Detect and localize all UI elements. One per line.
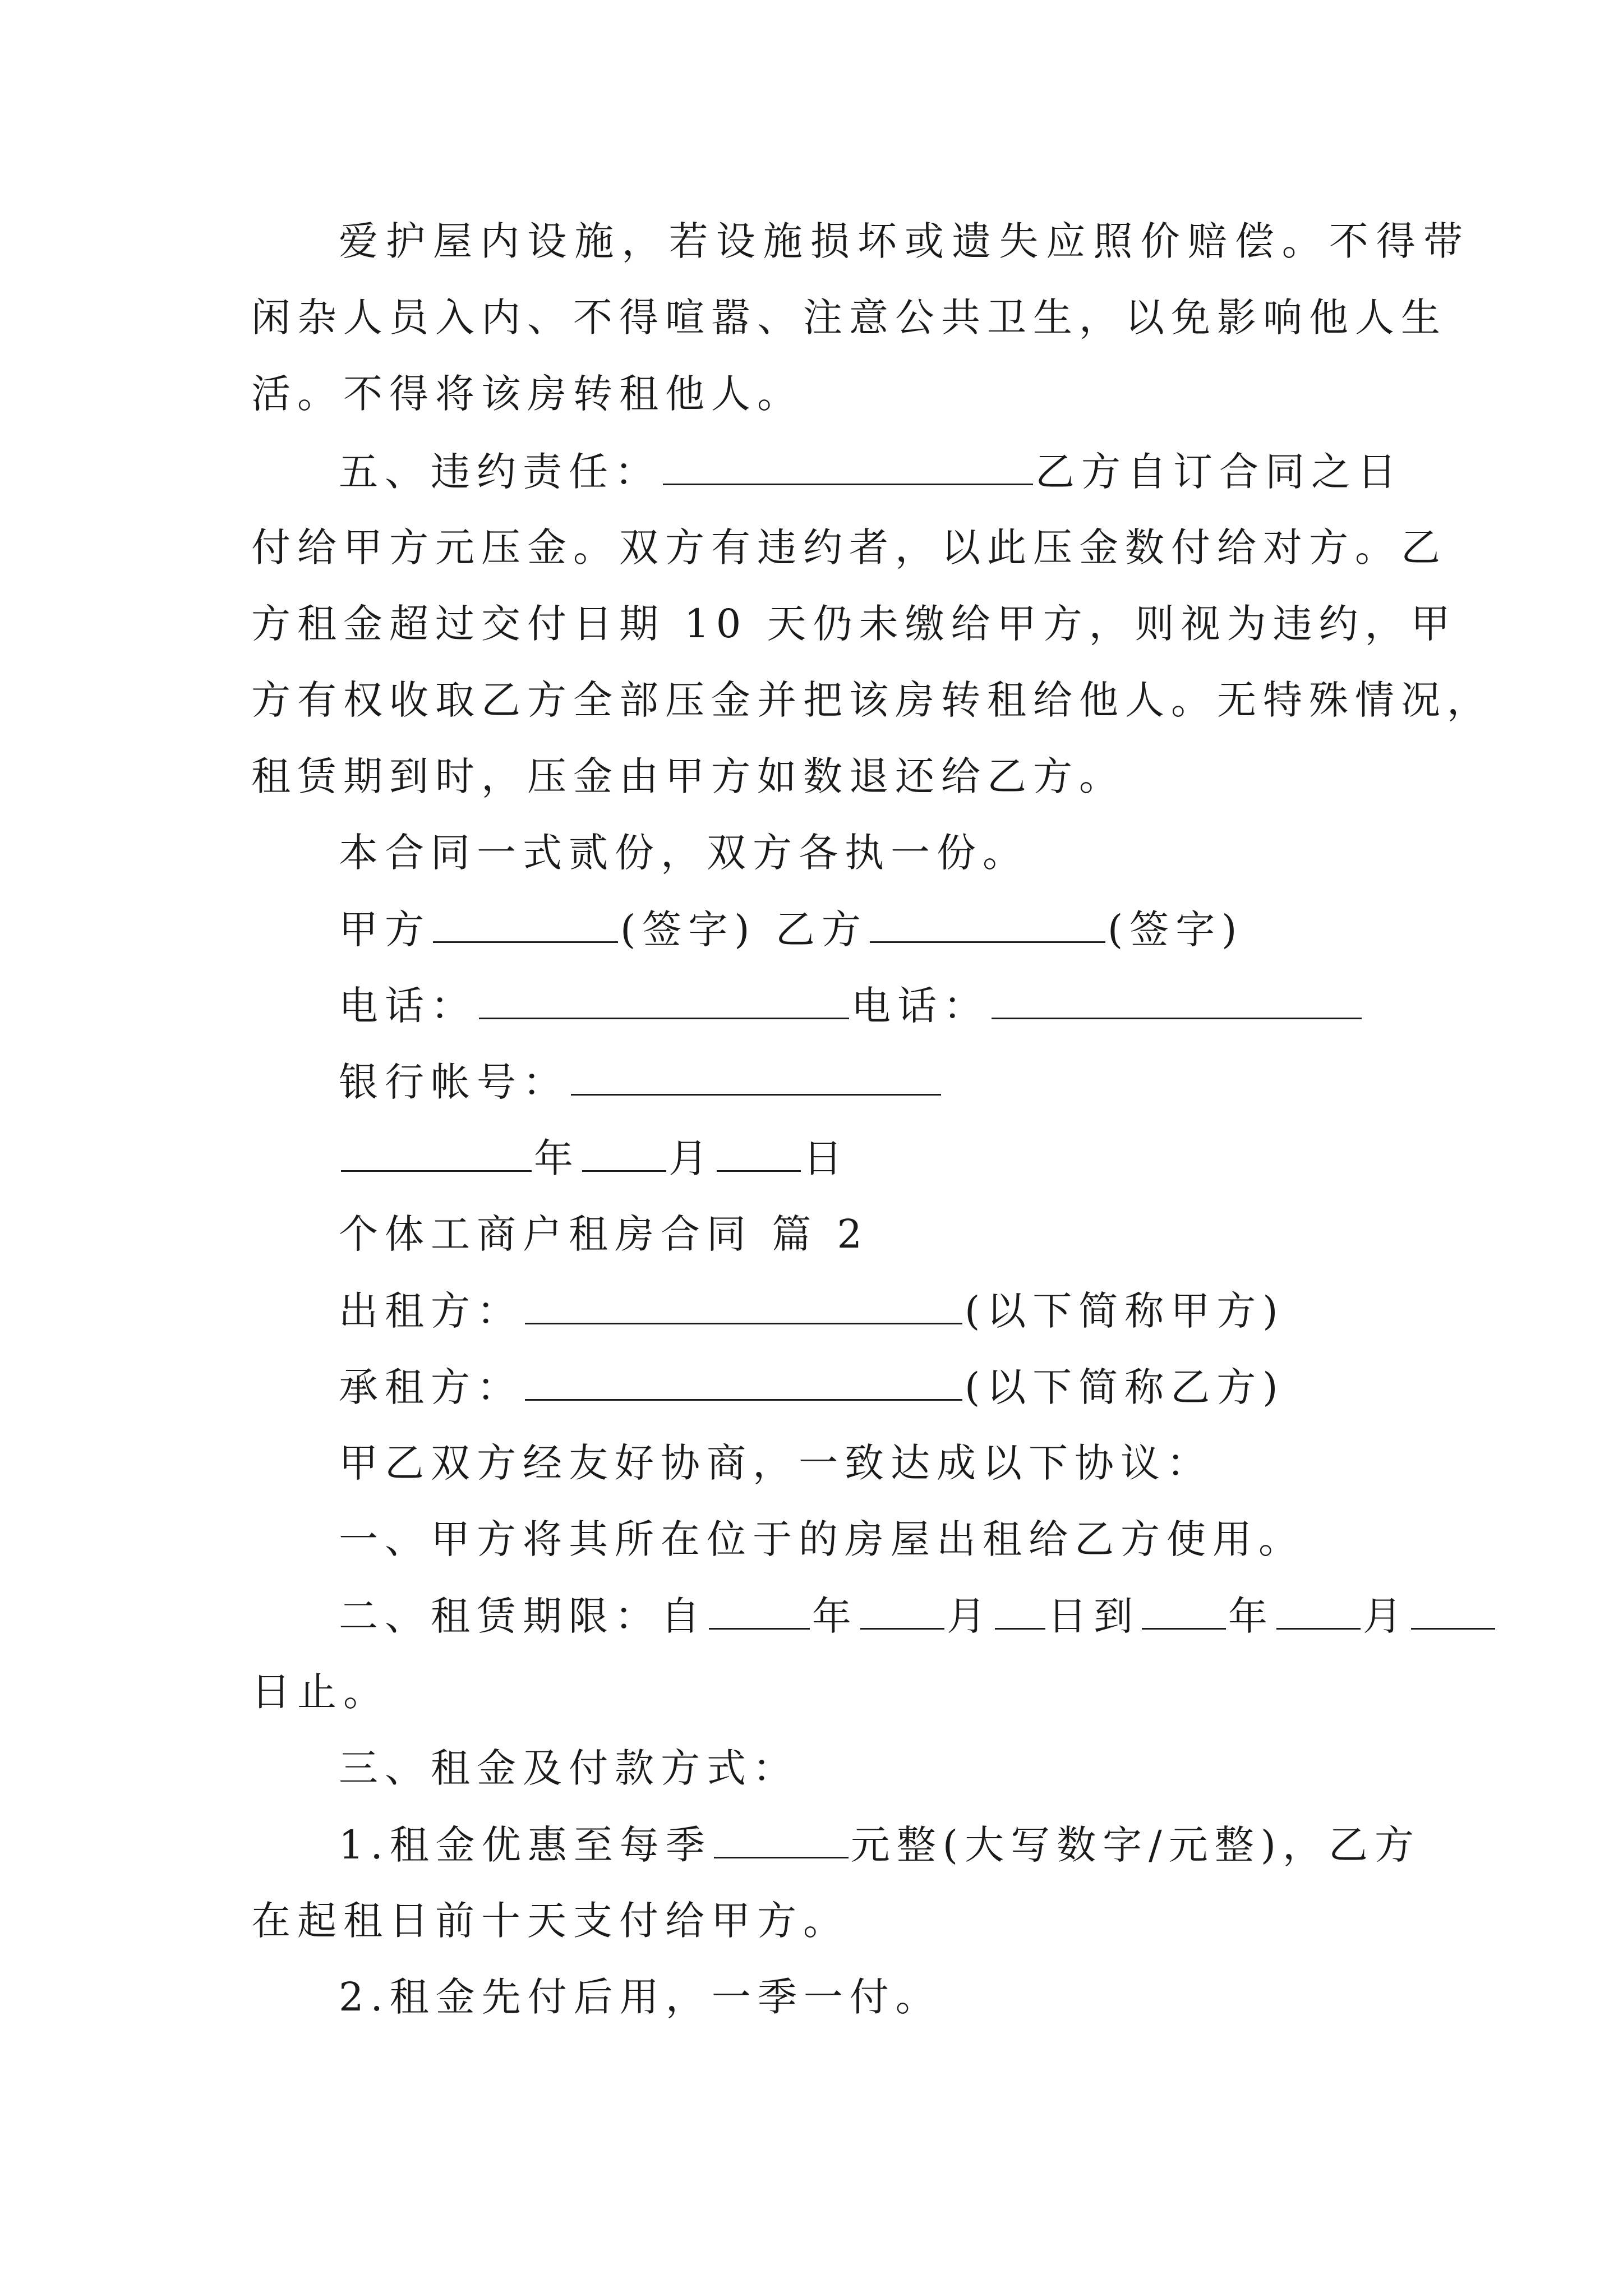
text: 租赁期到时，压金由甲方如数退还给乙方。 (251, 753, 1125, 799)
lessor-line (251, 1283, 1469, 1338)
year-blank[interactable] (341, 1131, 532, 1172)
fill-blank[interactable] (663, 444, 1033, 485)
lease-term-line (251, 1589, 1469, 1643)
text: 电话： (339, 983, 477, 1029)
month-blank[interactable] (582, 1131, 666, 1172)
party-a-phone-blank[interactable] (479, 978, 849, 1019)
lessee-line (251, 1360, 1469, 1414)
breach-clause-line (251, 444, 1469, 499)
text: 月 (668, 1135, 714, 1181)
text: 月 (947, 1593, 993, 1639)
text: 乙方自订合同之日 (1035, 449, 1403, 495)
bank-account-line (251, 1055, 1469, 1109)
text: 闲杂人员入内、不得喧嚣、注意公共卫生，以免影响他人生 (251, 295, 1447, 341)
rent-amount-line (251, 1818, 1469, 1872)
text: 二、租赁期限：自 (339, 1593, 707, 1639)
blank[interactable] (995, 1589, 1045, 1630)
text: 甲方 (339, 907, 431, 953)
party-b-signature-blank[interactable] (870, 902, 1105, 943)
paragraph-line (251, 826, 1469, 880)
text: 电话： (851, 983, 989, 1029)
text: 出租方： (339, 1288, 523, 1334)
party-b-phone-blank[interactable] (992, 978, 1362, 1019)
signature-line (251, 902, 1469, 956)
rent-amount-blank[interactable] (714, 1818, 849, 1858)
text: (以下简称甲方) (965, 1288, 1285, 1334)
text: (以下简称乙方) (965, 1364, 1285, 1410)
blank[interactable] (860, 1589, 944, 1630)
blank[interactable] (1276, 1589, 1361, 1630)
text: 日止。 (251, 1669, 389, 1715)
text: 爱护屋内设施，若设施损坏或遗失应照价赔偿。不得带 (339, 218, 1469, 264)
text: 一、甲方将其所在位于的房屋出租给乙方使用。 (339, 1516, 1304, 1562)
paragraph-line (251, 214, 1469, 268)
text: 三、租金及付款方式： (339, 1745, 799, 1791)
lessor-blank[interactable] (525, 1283, 962, 1324)
section-heading (251, 1207, 1469, 1261)
bank-account-blank[interactable] (571, 1055, 941, 1096)
text: 月 (1363, 1593, 1409, 1639)
paragraph-line (251, 367, 1382, 421)
text: 元整(大写数字/元整)，乙方 (850, 1822, 1421, 1868)
party-a-signature-blank[interactable] (433, 902, 618, 943)
text: 日到 (1048, 1593, 1140, 1639)
text: 在起租日前十天支付给甲方。 (251, 1898, 849, 1944)
text: 甲乙双方经友好协商，一致达成以下协议： (339, 1440, 1212, 1486)
paragraph-line (251, 1512, 1469, 1566)
document-page (251, 0, 1493, 2296)
lessee-blank[interactable] (525, 1360, 962, 1401)
paragraph-line (251, 749, 1382, 803)
day-blank[interactable] (717, 1131, 801, 1172)
paragraph-line (251, 1741, 1469, 1795)
paragraph-line (251, 291, 1447, 344)
text: 本合同一式贰份，双方各执一份。 (339, 830, 1029, 876)
text: (签字) 乙方 (620, 907, 868, 953)
paragraph-line (251, 1894, 1382, 1948)
text: 1.租金优惠至每季 (339, 1822, 712, 1868)
date-line (251, 1131, 1469, 1185)
text: 日 (803, 1135, 849, 1181)
paragraph-line (251, 1970, 1469, 2024)
text: (签字) (1107, 907, 1244, 953)
text: 银行帐号： (339, 1059, 569, 1105)
text: 付给甲方元压金。双方有违约者，以此压金数付给对方。乙 (251, 524, 1447, 570)
blank[interactable] (1142, 1589, 1226, 1630)
paragraph-line (251, 673, 1493, 727)
paragraph-line (251, 1436, 1469, 1490)
text: 个体工商户租房合同 篇 2 (339, 1211, 869, 1257)
text: 五、违约责任： (339, 449, 661, 495)
text: 年 (1228, 1593, 1274, 1639)
text: 承租方： (339, 1364, 523, 1410)
text: 2.租金先付后用，一季一付。 (339, 1974, 942, 2020)
text: 年 (534, 1135, 580, 1181)
phone-line (251, 978, 1469, 1033)
text: 方租金超过交付日期 10 天仍未缴给甲方，则视为违约，甲 (251, 601, 1457, 647)
blank[interactable] (709, 1589, 810, 1630)
text: 活。不得将该房转租他人。 (251, 371, 803, 417)
paragraph-line (251, 521, 1447, 574)
paragraph-line (251, 1665, 1382, 1719)
text: 年 (812, 1593, 858, 1639)
blank[interactable] (1411, 1589, 1495, 1630)
paragraph-line (251, 597, 1457, 651)
text: 方有权收取乙方全部压金并把该房转租给他人。无特殊情况， (251, 677, 1493, 723)
